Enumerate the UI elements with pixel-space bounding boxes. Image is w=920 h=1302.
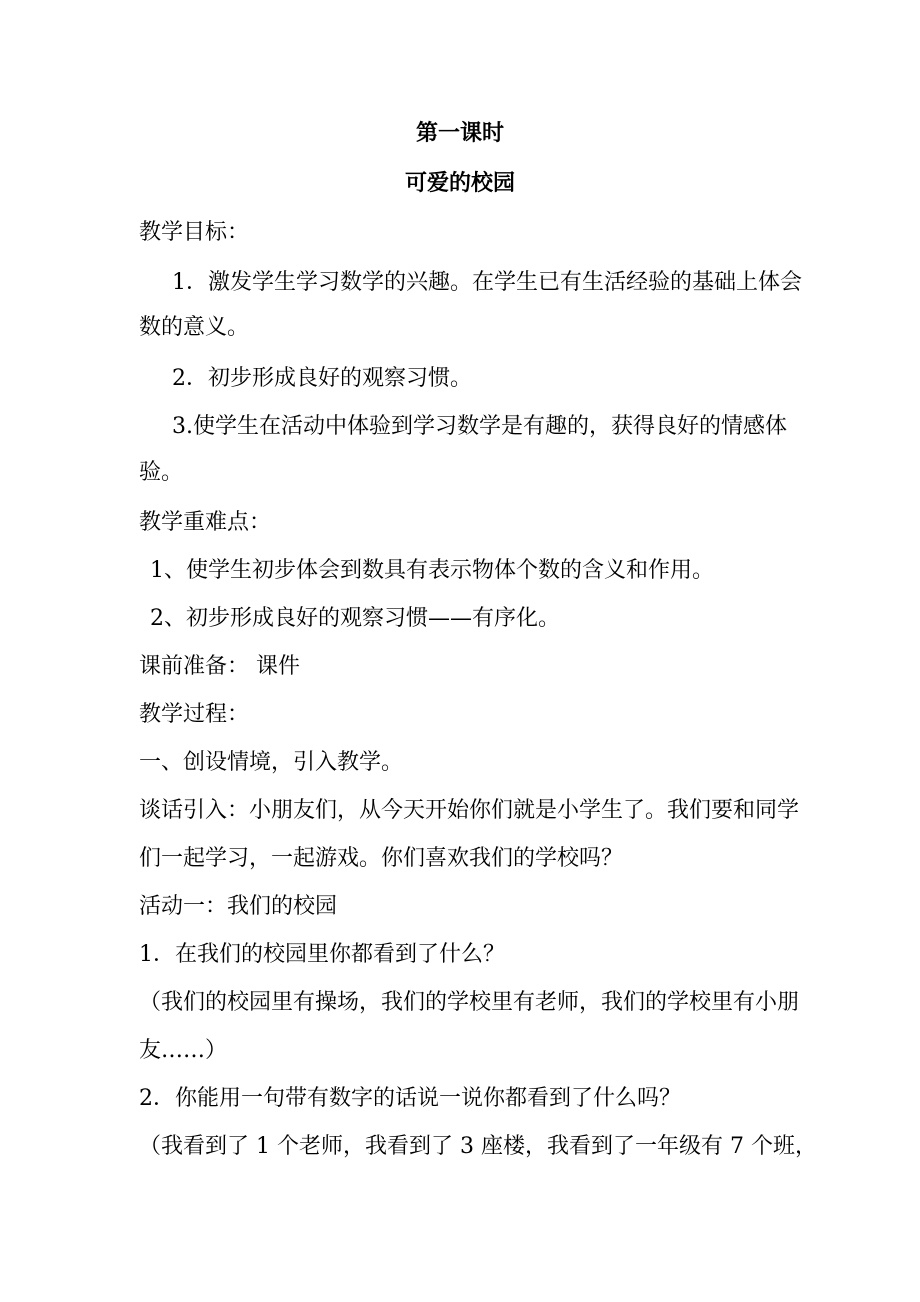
intro-talk-line-1: 谈话引入：小朋友们，从今天开始你们就是小学生了。我们要和同学 [139, 798, 800, 823]
section-heading-objectives: 教学目标： [139, 220, 250, 245]
objective-3-line-1: 3.使学生在活动中体验到学习数学是有趣的，获得良好的情感体 [172, 414, 787, 439]
question-2: 2．你能用一句带有数字的话说一说你都看到了什么吗？ [139, 1086, 681, 1111]
lesson-subtitle: 可爱的校园 [404, 170, 515, 196]
answer-1-line-1: （我们的校园里有操场，我们的学校里有老师，我们的学校里有小朋 [139, 990, 800, 1015]
objective-1-line-2: 数的意义。 [139, 315, 250, 340]
answer-2-line-1: （我看到了 1 个老师，我看到了 3 座楼，我看到了一年级有 7 个班， [139, 1134, 817, 1159]
objective-2: 2．初步形成良好的观察习惯。 [172, 366, 472, 391]
section-heading-process: 教学过程： [139, 702, 250, 727]
lesson-title: 第一课时 [415, 120, 504, 146]
question-1: 1．在我们的校园里你都看到了什么？ [139, 942, 505, 967]
key-point-2: 2、初步形成良好的观察习惯——有序化。 [150, 606, 560, 631]
objective-3-line-2: 验。 [139, 460, 184, 485]
process-step-1: 一、创设情境，引入教学。 [139, 750, 404, 775]
activity-1-heading: 活动一：我们的校园 [139, 894, 338, 919]
section-heading-preparation: 课前准备： 课件 [139, 654, 300, 679]
key-point-1: 1、使学生初步体会到数具有表示物体个数的含义和作用。 [150, 558, 714, 583]
answer-1-line-2: 友……） [139, 1038, 228, 1063]
section-heading-key-points: 教学重难点： [139, 510, 272, 535]
objective-1-line-1: 1．激发学生学习数学的兴趣。在学生已有生活经验的基础上体会 [172, 270, 802, 295]
intro-talk-line-2: 们一起学习，一起游戏。你们喜欢我们的学校吗？ [139, 846, 624, 871]
